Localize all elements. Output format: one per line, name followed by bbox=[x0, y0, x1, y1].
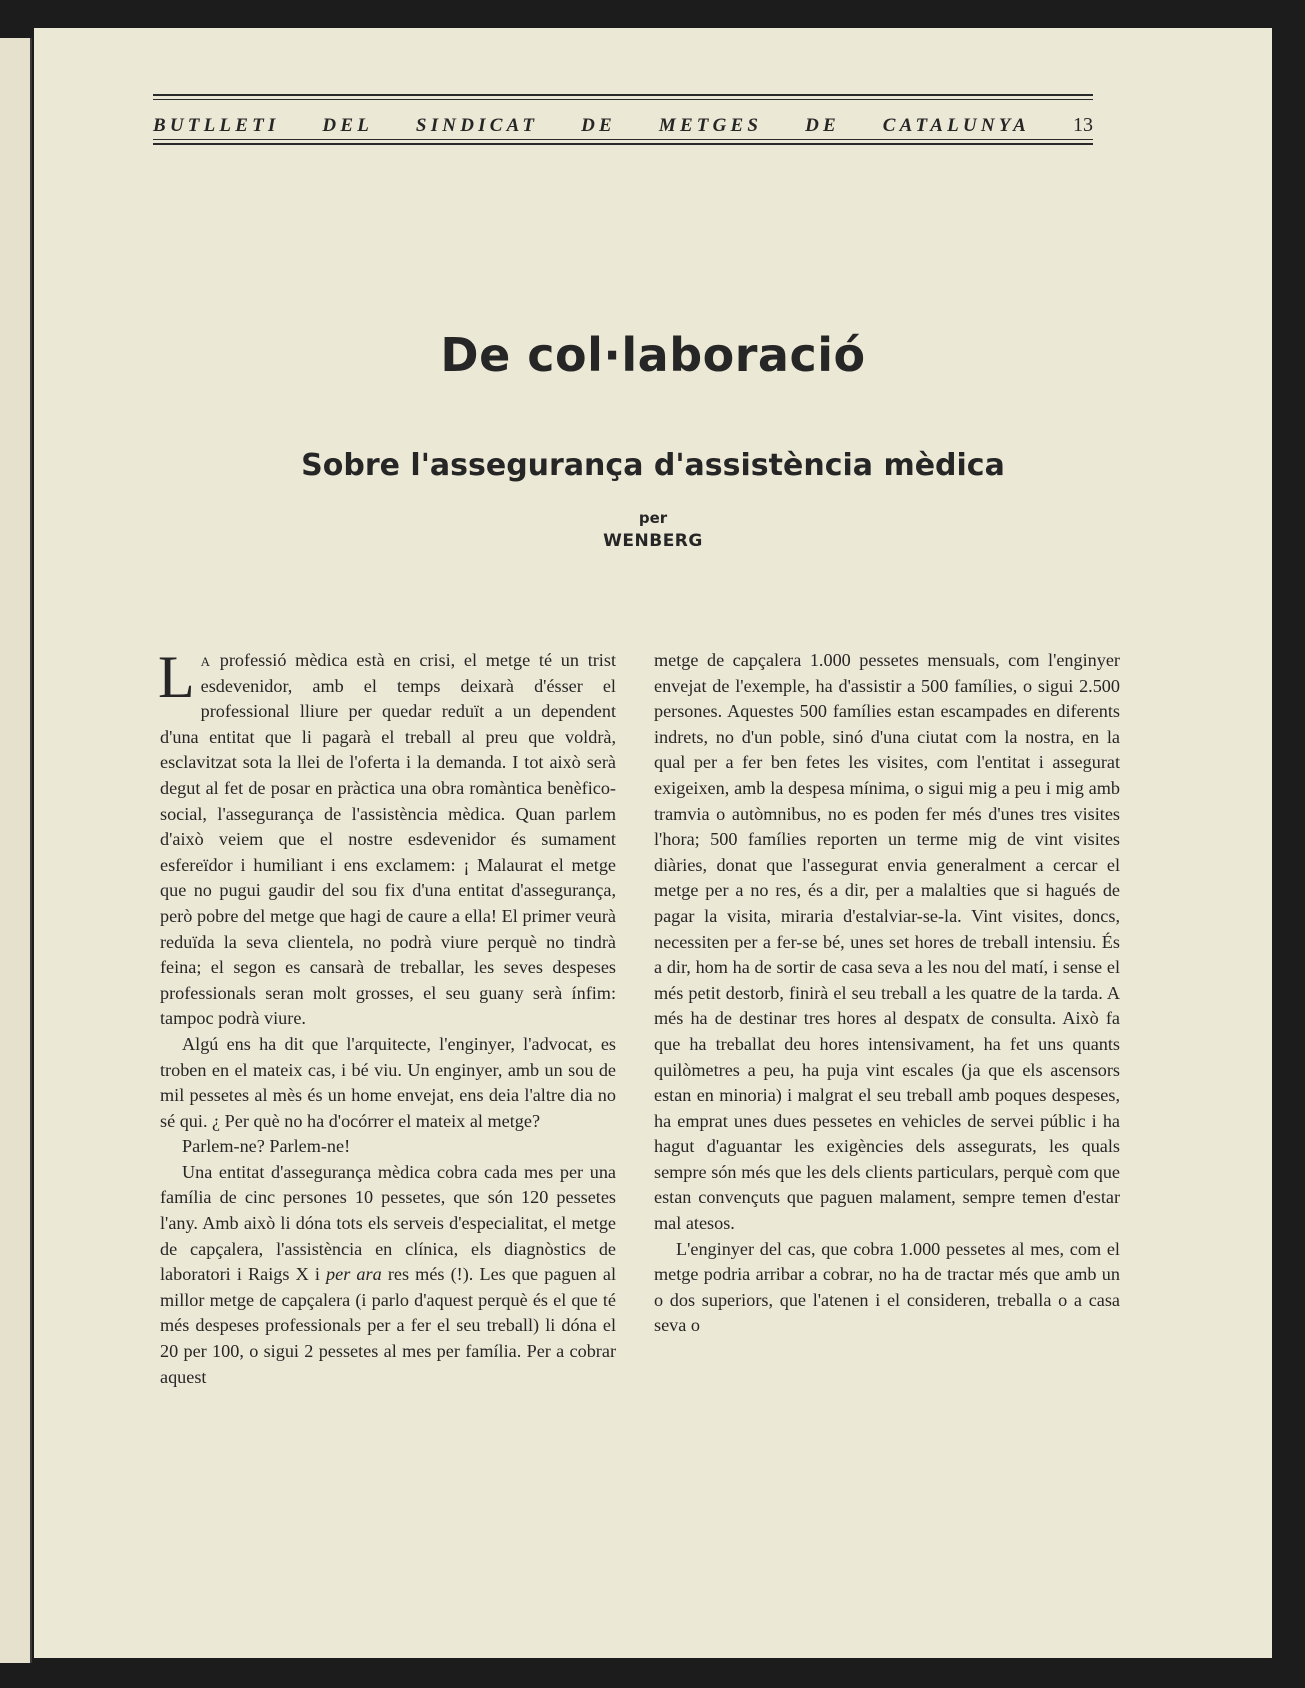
text-column-right bbox=[654, 648, 1120, 1339]
paragraph: Parlem-ne? Parlem-ne! bbox=[182, 1136, 351, 1157]
paragraph: L'enginyer del cas, que cobra 1.000 pessetes al mes, com el metge podria arribar a cobrar, no ha de tractar més que amb un o dos superiors, que l'atenen i el consideren, treballa o a casa seva o bbox=[654, 1238, 1120, 1336]
first-word-rest: a bbox=[200, 650, 212, 670]
author-name: WENBERG bbox=[603, 531, 703, 551]
journal-title-word: BUTLLETI bbox=[153, 115, 280, 136]
facing-page-edge bbox=[0, 38, 32, 1663]
article-subtitle: Sobre l'assegurança d'assistència mèdica bbox=[301, 448, 1005, 483]
journal-page bbox=[34, 28, 1272, 1658]
journal-title bbox=[153, 114, 1093, 137]
paragraph-text: res més (!). Les que paguen al millor metge de capçalera (i parlo d'aquest perquè és el que té més despeses professionals per a fer el seu treball) li dóna el 20 per 100, o sigui 2 pessetes al mes per família. Per a cobrar aquest bbox=[160, 1264, 617, 1387]
journal-title-word: METGES bbox=[658, 115, 763, 136]
header-rule-top bbox=[153, 94, 1093, 96]
text-column-left bbox=[158, 644, 617, 1390]
paragraph-text: professió mèdica està en crisi, el metge té un trist esdevenidor, amb el temps deixarà d'ésser el professional lliure per quedar reduït a un dependent d'una entitat que li pagarà el treball al preu que voldrà, esclavitzat sota la llei de l'oferta i la demanda. I tot això serà degut al fet de posar en pràctica una obra romàntica benèfico-social, l'assegurança de l'assistència mèdica. Quan parlem d'això veiem que el nostre esdevenidor és sumament esfereïdor i humiliant i ens exclamem: ¡ Malaurat el metge que no pugui gaudir del sou fix d'una entitat d'assegurança, però pobre del metge que hagi de caure a ella! El primer veurà reduïda la seva clientela, no podrà viure perquè no tindrà feina; el segon es cansarà de treballar, les seves despeses professionals seran molt grosses, el seu guany serà ínfim: tampoc podrà viure. bbox=[160, 650, 616, 1029]
journal-title-word: DE bbox=[805, 115, 840, 136]
journal-title-word: CATALUNYA bbox=[882, 115, 1031, 136]
article-section-title: De col·laboració bbox=[440, 328, 866, 382]
drop-cap: L bbox=[158, 644, 195, 710]
byline-per: per bbox=[638, 509, 668, 527]
journal-title-word: DEL bbox=[322, 115, 374, 136]
paragraph bbox=[158, 644, 616, 1032]
paragraph: Algú ens ha dit que l'arquitecte, l'enginyer, l'advocat, es troben en el mateix cas, i bé viu. Un enginyer, amb un sou de mil pessetes al mès és un home envejat, ens deia l'altre dia no sé qui. ¿ Per què no ha d'ocórrer el mateix al metge? bbox=[160, 1033, 616, 1131]
running-header bbox=[153, 94, 1093, 194]
journal-title-word: SINDICAT bbox=[415, 115, 539, 136]
page-number: 13 bbox=[1072, 114, 1093, 136]
paragraph: metge de capçalera 1.000 pessetes mensuals, com l'enginyer envejat de l'exemple, ha d'assistir a 500 famílies, o sigui 2.500 persones. Aquestes 500 famílies estan escampades en diferents indrets, no d'un poble, sinó d'una ciutat com la nostra, en la qual per a fer ben fetes les visites, com l'entitat i assegurat exigeixen, amb la despesa mínima, o sigui mig a peu i mig amb tramvia o autòmnibus, no es poden fer més d'unes tres visites l'hora; 500 famílies reporten un terme mig de vint visites diàries, donat que l'assegurat envia generalment a cercar el metge per a no res, és a dir, per a malalties que si hagués de pagar la visita, miraria d'estalviar-se-la. Vint visites, doncs, necessiten per a fer-se bé, unes set hores de treball intensiu. És a dir, hom ha de sortir de casa seva a les nou del matí, i sense el més petit destorb, finirà el seu treball a les quatre de la tarda. A més ha de destinar tres hores al despatx de consulta. Això fa que ha treballat deu hores intensivament, ha fet uns quants quilòmetres a peu, ha puja vint escales (ja que els ascensors estan en minoria) i malgrat el seu treball amb poques despeses, ha emprat unes dues pessetes en vehicles de servei públic i ha hagut d'aguantar les exigències dels assegurats, les quals sempre són més que les dels clients particulars, perquè com que estan convençuts que paguen malament, sempre temen d'estar mal atesos. bbox=[654, 650, 1120, 1234]
paragraph bbox=[160, 1160, 616, 1390]
header-rule-bottom-thin bbox=[153, 139, 1093, 140]
header-rule-bottom bbox=[153, 143, 1093, 145]
paragraph-text: Una entitat d'assegurança mèdica cobra cada mes per una família de cinc persones 10 pessetes, que són 120 pessetes l'any. Amb això li dóna tots els serveis d'especialitat, el metge de capçalera, l'assistència en clínica, els diagnòstics de laboratori i Raigs X i bbox=[160, 1161, 616, 1285]
emphasis-text: per ara bbox=[326, 1264, 382, 1285]
header-rule-top-thin bbox=[153, 99, 1093, 100]
journal-title-word: DE bbox=[581, 115, 616, 136]
